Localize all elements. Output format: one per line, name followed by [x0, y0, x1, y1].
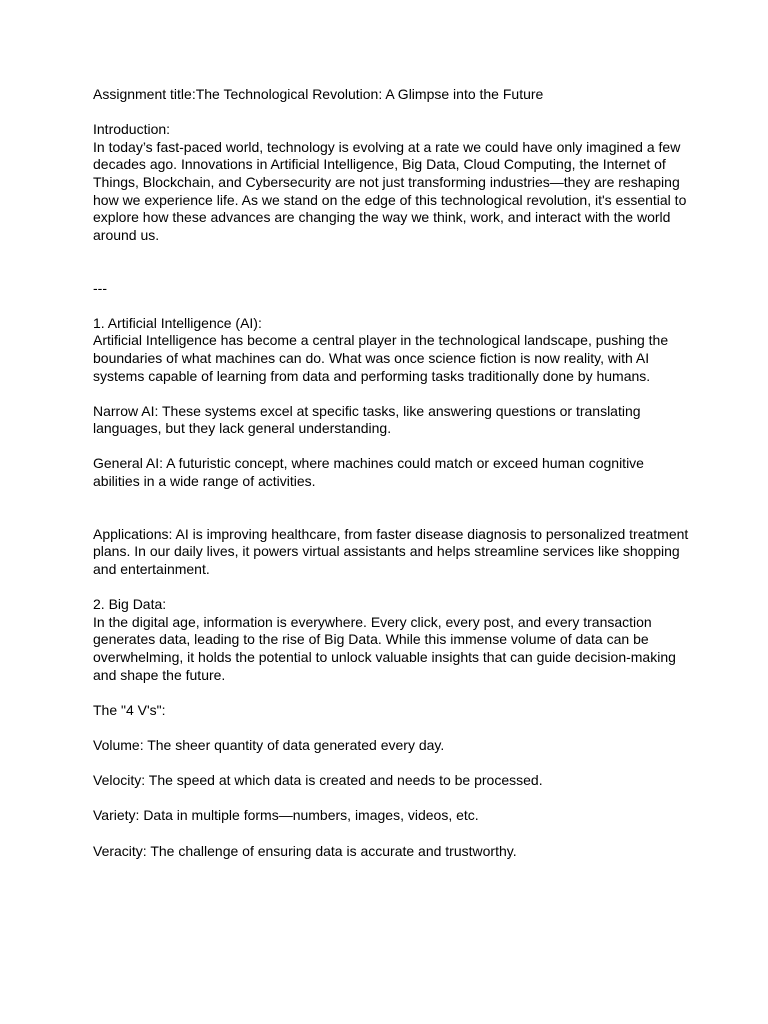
- intro-heading: Introduction:: [93, 121, 171, 138]
- variety-item: Variety: Data in multiple forms—numbers, images, videos, etc.: [93, 807, 479, 824]
- document-body: [93, 86, 693, 860]
- intro-paragraph: In today’s fast-paced world, technology is evolving at a rate we could have only imagined a few decades ago. Innovations in Artificial Intelligence, Big Data, Cloud Computing, the Internet of Things, Blockchain, and Cybersecurity are not just transforming industries—they are reshaping how we experience life. As we stand on the edge of this technological revolution, it's essential to explore how these advances are changing the way we think, work, and interact with the world around us.: [93, 138, 687, 243]
- assignment-title: Assignment title:The Technological Revolution: A Glimpse into the Future: [93, 86, 544, 102]
- section2-heading: 2. Big Data:: [93, 596, 167, 613]
- narrow-ai-paragraph: Narrow AI: These systems excel at specific tasks, like answering questions or translating languages, but they lack general understanding.: [93, 402, 641, 437]
- general-ai-paragraph: General AI: A futuristic concept, where machines could match or exceed human cognitive abilities in a wide range of activities.: [93, 455, 644, 490]
- applications-paragraph: Applications: AI is improving healthcare, from faster disease diagnosis to personalized treatment plans. In our daily lives, it powers virtual assistants and helps streamline services like shopping and entertainment.: [93, 525, 689, 578]
- velocity-item: Velocity: The speed at which data is created and needs to be processed.: [93, 772, 543, 789]
- four-vs-heading: The "4 V's":: [93, 701, 166, 718]
- section2-paragraph: In the digital age, information is everywhere. Every click, every post, and every transaction generates data, leading to the rise of Big Data. While this immense volume of data can be overwhelming, it holds the potential to unlock valuable insights that can guide decision-making and shape the future.: [93, 613, 676, 683]
- section1-heading: 1. Artificial Intelligence (AI):: [93, 314, 262, 331]
- veracity-item: Veracity: The challenge of ensuring data is accurate and trustworthy.: [93, 842, 517, 859]
- section-separator: ---: [93, 279, 107, 296]
- volume-item: Volume: The sheer quantity of data generated every day.: [93, 736, 445, 753]
- section1-paragraph: Artificial Intelligence has become a central player in the technological landscape, pushing the boundaries of what machines can do. What was once science fiction is now reality, with AI systems capable of learning from data and performing tasks traditionally done by humans.: [93, 332, 669, 384]
